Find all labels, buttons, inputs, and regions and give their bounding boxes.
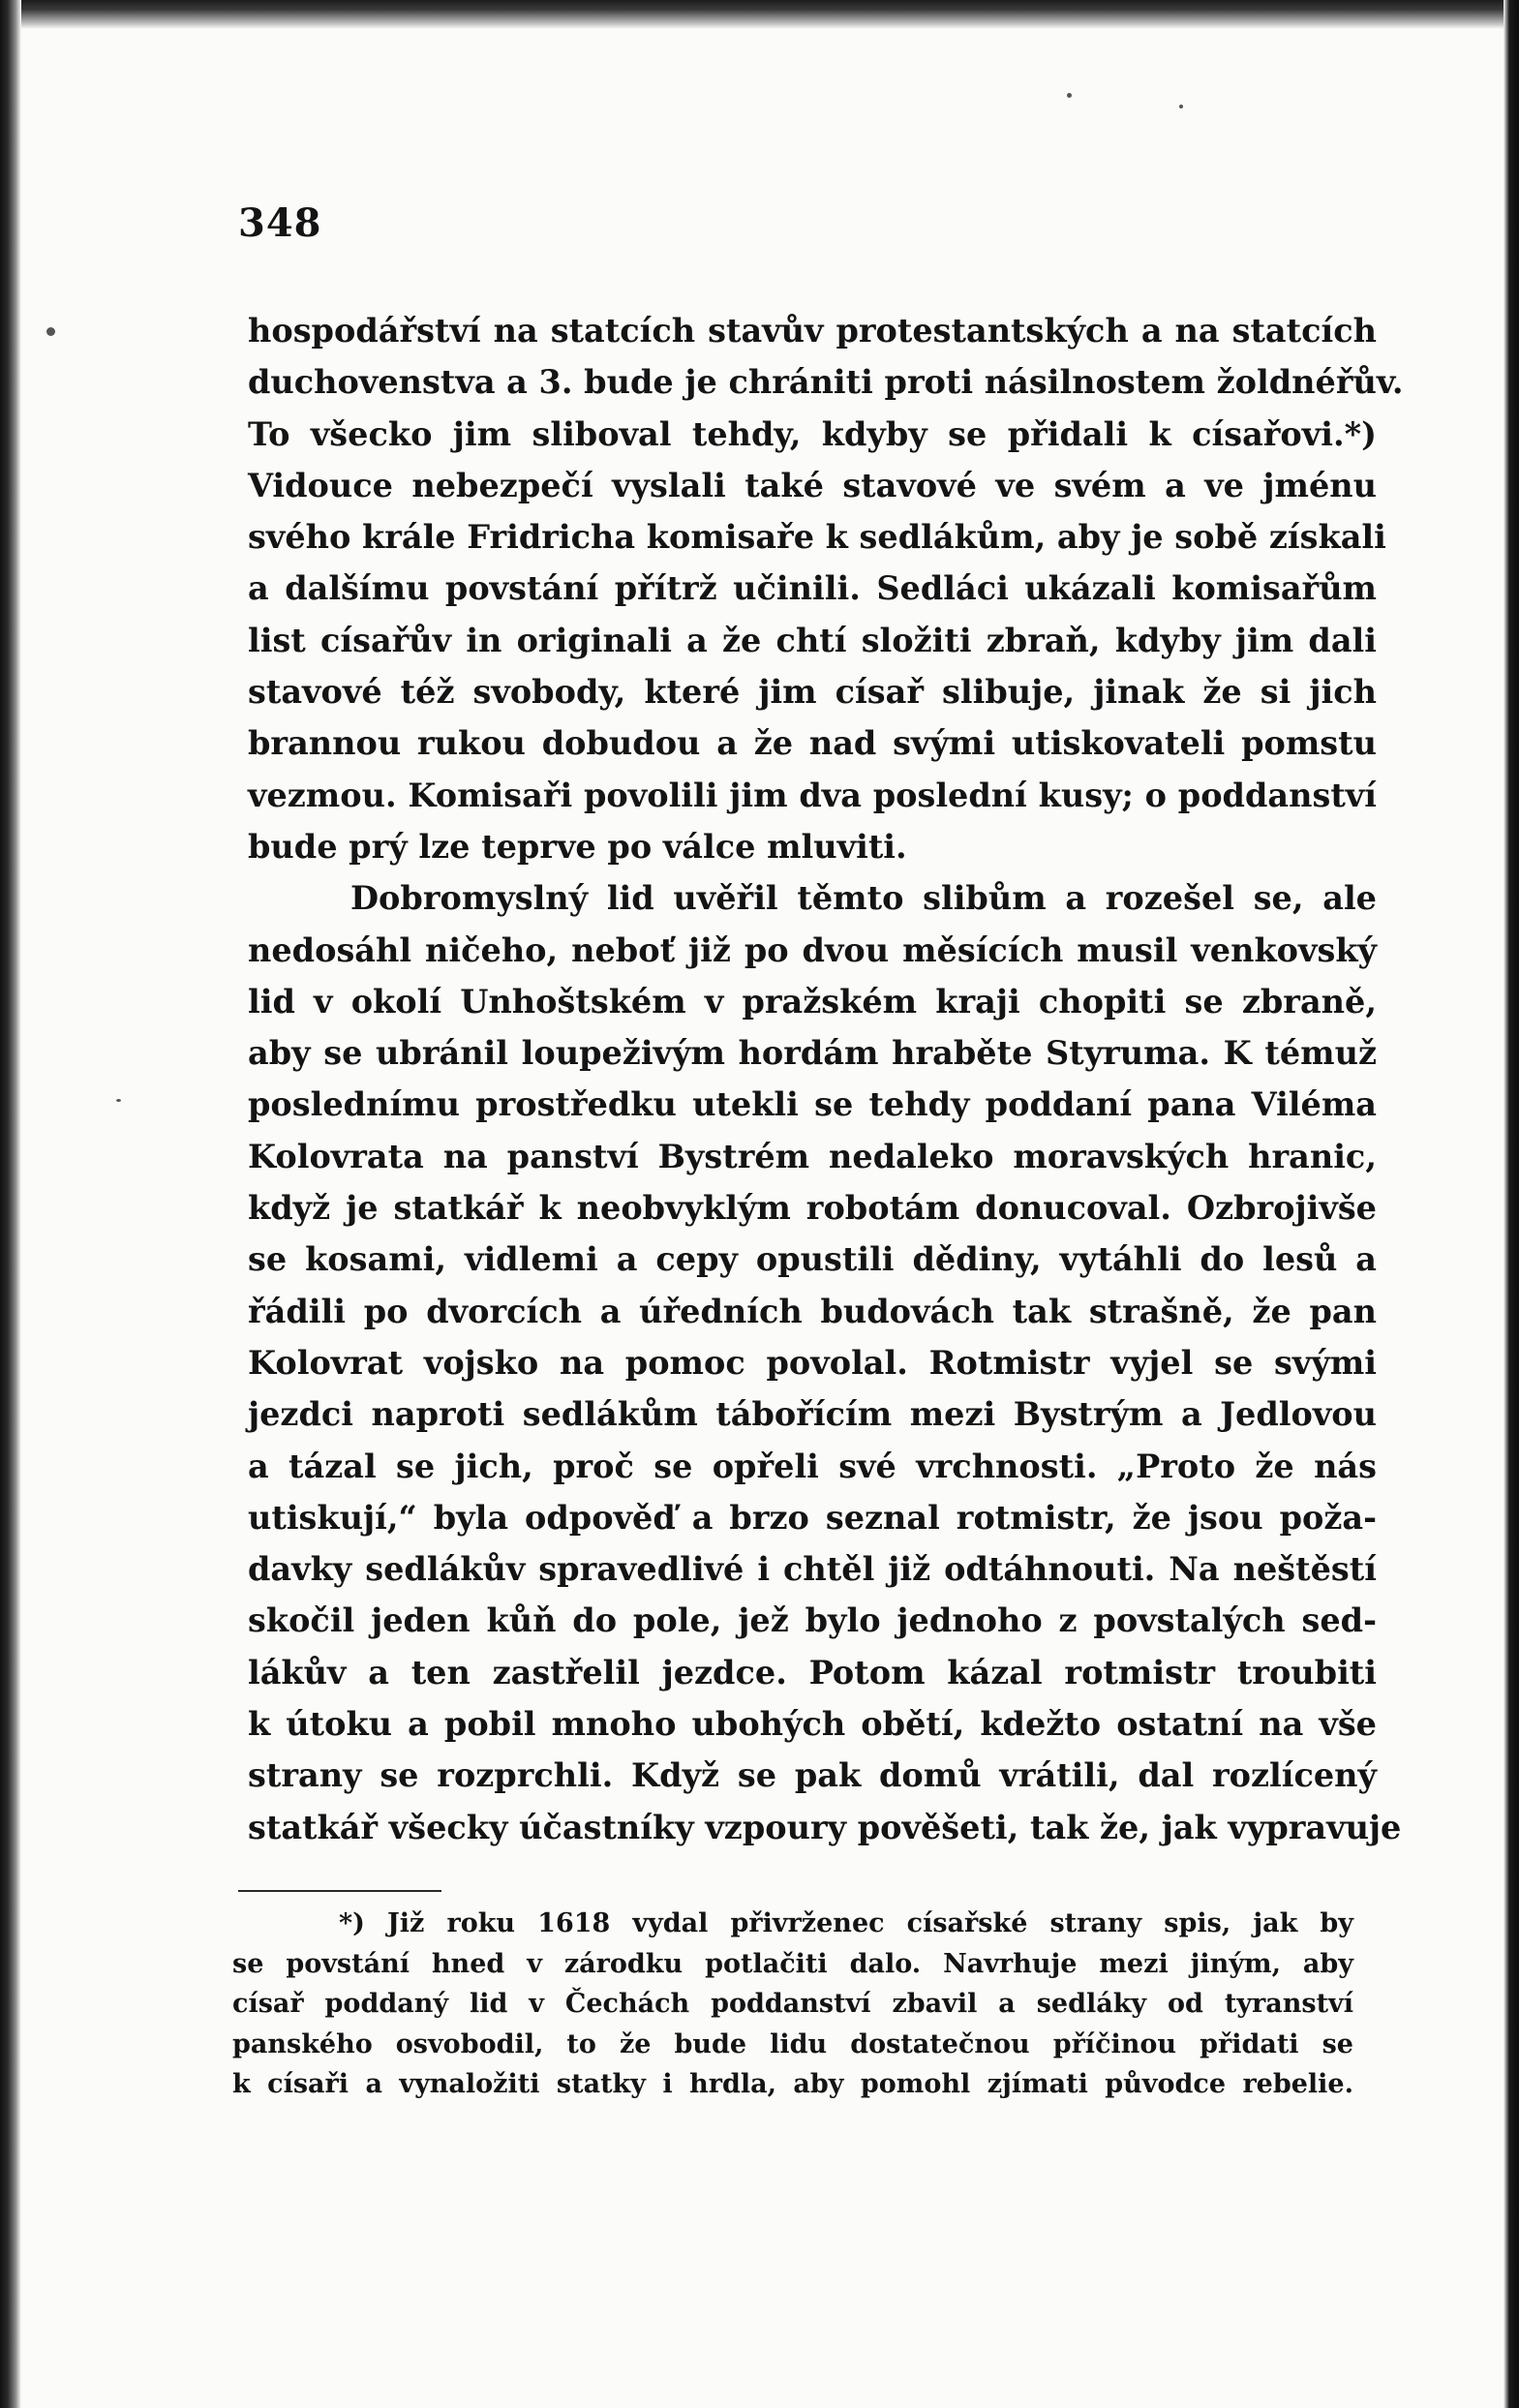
footnote-line: k císaři a vynaložiti statky i hrdla, aby pomohl zjímati původce rebelie.	[232, 2069, 1353, 2099]
text-line: Dobromyslný lid uvěřil těmto slibům a rozešel se, ale	[350, 879, 1377, 918]
text-line: lid v okolí Unhoštském v pražském kraji chopiti se zbraně,	[248, 982, 1377, 1021]
text-line: když je statkář k neobvyklým robotám donucoval. Ozbrojivše	[248, 1189, 1377, 1228]
scan-speck	[116, 1099, 121, 1102]
scan-edge-right	[1504, 0, 1519, 2408]
text-line: Vidouce nebezpečí vyslali také stavové ve svém a ve jménu	[248, 466, 1377, 504]
text-line: davky sedlákův spravedlivé i chtěl již odtáhnouti. Na neštěstí	[248, 1550, 1377, 1589]
text-line: lákův a ten zastřelil jezdce. Potom kázal rotmistr troubiti	[248, 1653, 1377, 1692]
footnote-line: *) Již roku 1618 vydal přivrženec císařské strany spis, jak by	[339, 1908, 1353, 1938]
footnote-line: panského osvobodil, to že bude lidu dostatečnou příčinou přidati se	[232, 2028, 1353, 2059]
scan-speck	[1179, 105, 1183, 108]
text-line: hospodářství na statcích stavův protestantských a na statcích	[248, 312, 1377, 350]
text-line: k útoku a pobil mnoho ubohých obětí, kdežto ostatní na vše	[248, 1705, 1377, 1744]
scan-edge-left	[0, 0, 21, 2408]
text-line: bude prý lze teprve po válce mluviti.	[248, 827, 907, 866]
text-line: list císařův in originali a že chtí složiti zbraň, kdyby jim dali	[248, 621, 1377, 659]
text-line: nedosáhl ničeho, neboť již po dvou měsících musil venkovský	[248, 930, 1377, 969]
page-number: 348	[238, 200, 322, 246]
text-line: To všecko jim sliboval tehdy, kdyby se přidali k císařovi.*)	[248, 414, 1377, 453]
main-text	[248, 305, 1404, 1853]
text-line: a dalšímu povstání přítrž učinili. Sedláci ukázali komisařům	[248, 569, 1377, 608]
text-line: aby se ubránil loupeživým hordám hraběte Styruma. K témuž	[248, 1034, 1377, 1073]
scan-edge-top	[0, 0, 1519, 29]
footnote-line: se povstání hned v zárodku potlačiti dalo. Navrhuje mezi jiným, aby	[232, 1948, 1353, 1979]
text-line: statkář všecky účastníky vzpoury pověšeti, tak že, jak vypravuje	[248, 1808, 1402, 1846]
text-line: skočil jeden kůň do pole, jež bylo jednoho z povstalých sed-	[248, 1601, 1377, 1640]
text-line: jezdci naproti sedlákům tábořícím mezi Bystrým a Jedlovou	[248, 1395, 1377, 1434]
text-line: a tázal se jich, proč se opřeli své vrchnosti. „Proto že nás	[248, 1447, 1377, 1485]
text-line: brannou rukou dobudou a že nad svými utiskovateli pomstu	[248, 724, 1377, 763]
text-line: poslednímu prostředku utekli se tehdy poddaní pana Viléma	[248, 1085, 1377, 1124]
text-line: vezmou. Komisaři povolili jim dva poslední kusy; o poddanství	[248, 776, 1377, 814]
text-line: Kolovrat vojsko na pomoc povolal. Rotmistr vyjel se svými	[248, 1343, 1377, 1382]
text-line: duchovenstva a 3. bude je chrániti proti násilnostem žoldnéřův.	[248, 363, 1404, 402]
text-line: utiskují,“ byla odpověď a brzo seznal rotmistr, že jsou poža-	[248, 1498, 1377, 1537]
footnote	[232, 1904, 1353, 2105]
scan-speck	[46, 327, 55, 336]
footnote-divider	[238, 1890, 441, 1892]
text-line: se kosami, vidlemi a cepy opustili dědiny, vytáhli do lesů a	[248, 1240, 1377, 1279]
scan-speck	[1067, 93, 1072, 98]
text-line: stavové též svobody, které jim císař slibuje, jinak že si jich	[248, 673, 1377, 712]
text-line: strany se rozprchli. Když se pak domů vrátili, dal rozlícený	[248, 1756, 1377, 1795]
text-line: Kolovrata na panství Bystrém nedaleko moravských hranic,	[248, 1137, 1377, 1175]
footnote-line: císař poddaný lid v Čechách poddanství zbavil a sedláky od tyranství	[232, 1989, 1353, 2019]
text-line: svého krále Fridricha komisaře k sedlákům, aby je sobě získali	[248, 518, 1386, 557]
text-line: řádili po dvorcích a úředních budovách tak strašně, že pan	[248, 1292, 1377, 1330]
